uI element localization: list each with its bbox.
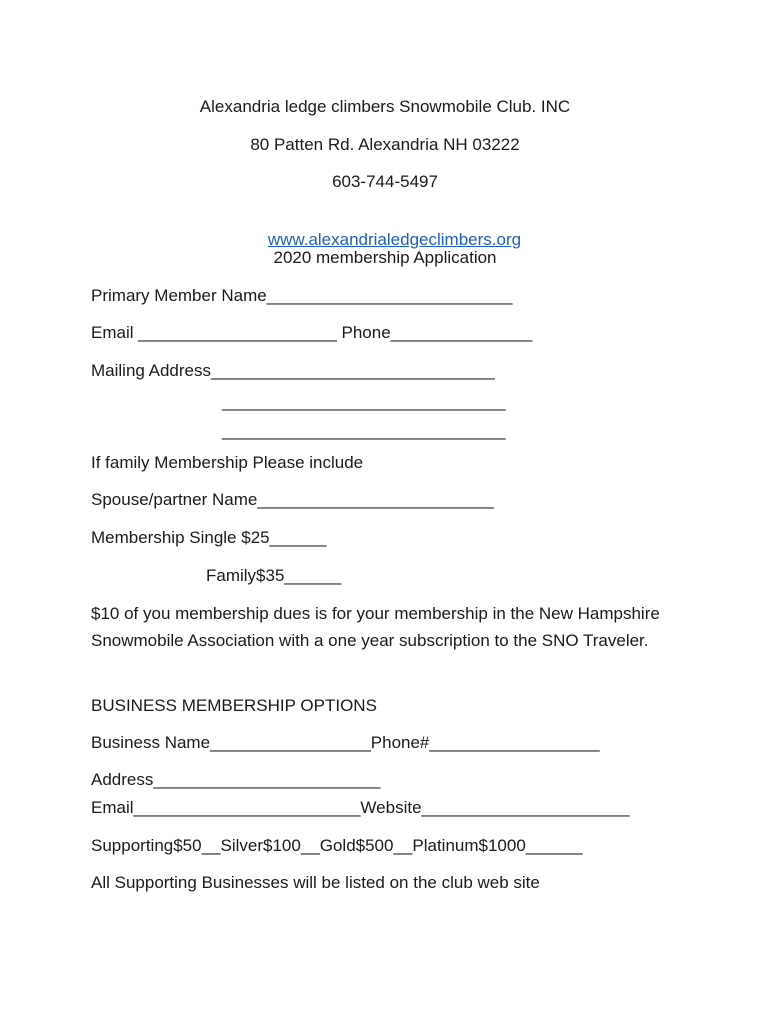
email-phone-fields: Email _____________________ Phone_______________ — [91, 323, 533, 342]
dues-note-paragraph: $10 of you membership dues is for your membership in the New Hampshire Snowmobile Association with a one year subscription to the SNO Traveler. — [91, 604, 660, 650]
business-membership-heading: BUSINESS MEMBERSHIP OPTIONS — [91, 696, 377, 715]
org-address: 80 Patten Rd. Alexandria NH 03222 — [250, 135, 520, 154]
website-link-text[interactable]: www.alexandrialedgeclimbers.org — [267, 230, 522, 249]
mailing-address-line-2: ______________________________ — [222, 392, 506, 411]
spouse-partner-name-field: Spouse/partner Name_________________________ — [91, 490, 494, 509]
mailing-address-line-3: ______________________________ — [222, 421, 506, 440]
family-membership-note: If family Membership Please include — [91, 453, 364, 472]
business-membership-levels: Supporting$50__Silver$100__Gold$500__Platinum$1000______ — [91, 836, 583, 855]
business-listing-note: All Supporting Businesses will be listed on the club web site — [91, 873, 540, 892]
membership-single-option: Membership Single $25______ — [91, 528, 327, 547]
form-title: 2020 membership Application — [273, 248, 497, 267]
org-phone: 603-744-5497 — [332, 172, 438, 191]
org-name: Alexandria ledge climbers Snowmobile Club. INC — [199, 97, 571, 116]
business-address-field: Address________________________ — [91, 770, 381, 789]
mailing-address-field: Mailing Address______________________________ — [91, 361, 495, 380]
primary-member-name-field: Primary Member Name__________________________ — [91, 286, 513, 305]
membership-family-option: Family$35______ — [206, 566, 342, 585]
business-name-phone-fields: Business Name_________________Phone#__________________ — [91, 733, 600, 752]
business-email-website-fields: Email________________________Website______________________ — [91, 798, 630, 817]
